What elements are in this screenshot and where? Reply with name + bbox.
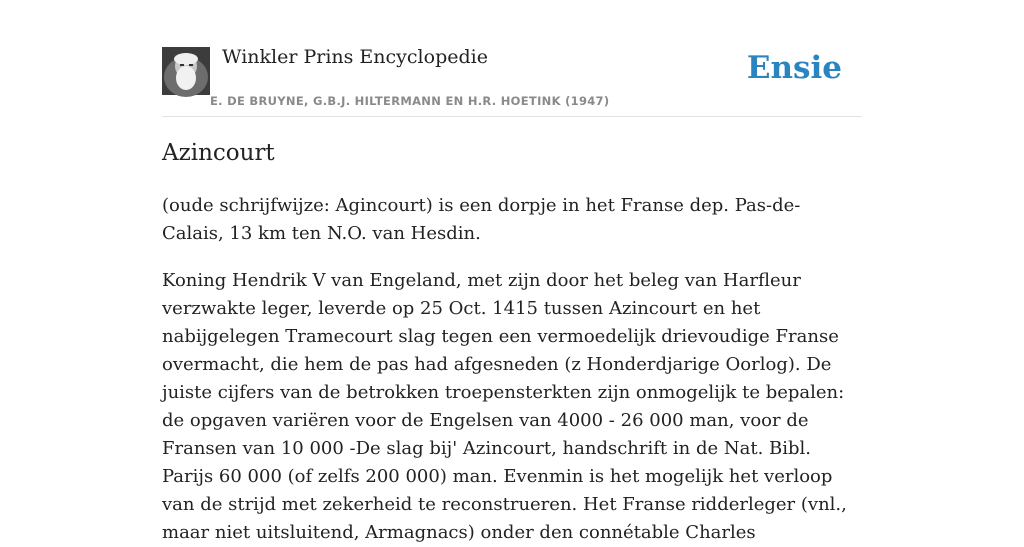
article-paragraph: Koning Hendrik V van Engeland, met zijn door het beleg van Harfleur verzwakte leger, leverde op 25 Oct. 1415 tussen Azincourt en het nabijgelegen Tramecourt slag tegen een vermoedelijk drievoudige Franse overmacht, die hem de pas had afgesneden (z Honderdjarige Oorlog). De juiste cijfers van de betrokken troepensterkten zijn onmogelijk te bepalen: de opgaven variëren voor de Engelsen van 4000 - 26 000 man, voor de Fransen van 10 000 -De slag bij' Azincourt, handschrift in de Nat. Bibl. Parijs 60 000 (of zelfs 200 000) man. Evenmin is het mogelijk het verloop van de strijd met zekerheid te reconstrueren. Het Franse ridderleger (vnl., maar niet uitsluitend, Armagnacs) onder den connétable Charles — [162, 270, 847, 543]
portrait-image — [162, 47, 210, 95]
source-title[interactable]: Winkler Prins Encyclopedie — [222, 46, 488, 68]
source-header — [162, 0, 862, 117]
source-authors: E. DE BRUYNE, G.B.J. HILTERMANN EN H.R. HOETINK (1947) — [210, 94, 610, 108]
author-portrait-avatar[interactable] — [162, 47, 210, 95]
article-title: Azincourt — [162, 140, 275, 166]
article-container — [162, 0, 862, 543]
article-paragraph: (oude schrijfwijze: Agincourt) is een dorpje in het Franse dep. Pas-de-Calais, 13 km ten N.O. van Hesdin. — [162, 195, 801, 244]
ensie-logo-link[interactable]: Ensie — [746, 50, 842, 86]
